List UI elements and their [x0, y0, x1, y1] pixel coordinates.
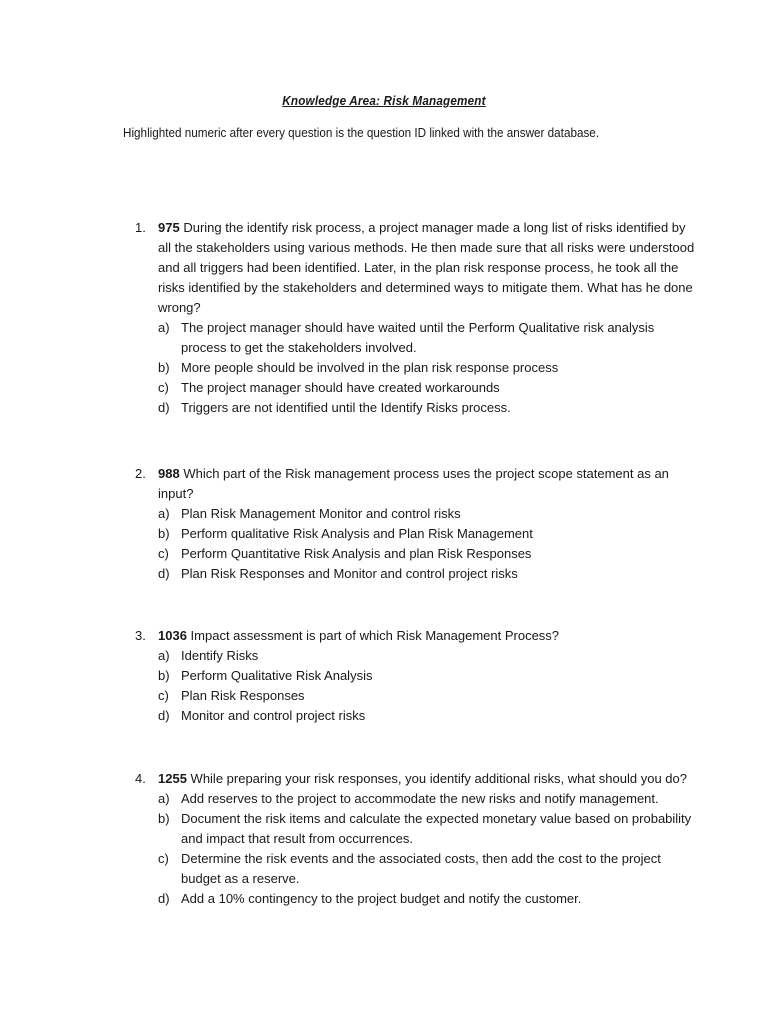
question-number: 1.: [135, 220, 146, 235]
question-id: 988: [158, 466, 180, 481]
option-letter: b): [158, 811, 170, 826]
option-item: [158, 889, 698, 909]
option-letter: c): [158, 380, 169, 395]
option-item: [158, 318, 698, 358]
option-text: Triggers are not identified until the Identify Risks process.: [181, 400, 511, 415]
option-item: [158, 398, 698, 418]
question-body: [158, 626, 698, 726]
question-body: [158, 218, 698, 418]
option-text: More people should be involved in the plan risk response process: [181, 360, 559, 375]
option-letter: c): [158, 688, 169, 703]
option-item: [158, 564, 698, 584]
question-number: 4.: [135, 771, 146, 786]
option-letter: b): [158, 360, 170, 375]
question-number: 2.: [135, 466, 146, 481]
option-letter: c): [158, 851, 169, 866]
question-body: [158, 769, 698, 909]
option-item: [158, 504, 698, 524]
option-text: The project manager should have created workarounds: [181, 380, 500, 395]
question-item: [135, 218, 695, 418]
question-id: 975: [158, 220, 180, 235]
option-letter: c): [158, 546, 169, 561]
option-letter: a): [158, 791, 170, 806]
option-text: Document the risk items and calculate the expected monetary value based on probability and impact that result from occurrences.: [181, 811, 692, 846]
option-text: Add reserves to the project to accommodate the new risks and notify management.: [181, 791, 659, 806]
document-title: Knowledge Area: Risk Management: [282, 93, 486, 108]
question-id: 1036: [158, 628, 187, 643]
question-id: 1255: [158, 771, 187, 786]
option-text: Monitor and control project risks: [181, 708, 366, 723]
option-list: [158, 504, 698, 584]
option-letter: a): [158, 320, 170, 335]
option-item: [158, 378, 698, 398]
question-text: Impact assessment is part of which Risk Management Process?: [190, 628, 560, 643]
question-body: [158, 464, 698, 584]
option-letter: b): [158, 526, 170, 541]
option-text: The project manager should have waited until the Perform Qualitative risk analysis process to get the stakeholders involved.: [181, 320, 655, 355]
option-letter: d): [158, 708, 170, 723]
option-list: [158, 789, 698, 909]
option-text: Plan Risk Responses: [181, 688, 305, 703]
option-text: Plan Risk Management Monitor and control risks: [181, 506, 461, 521]
question-list: [135, 218, 695, 955]
option-item: [158, 666, 698, 686]
option-item: [158, 358, 698, 378]
question-text: Which part of the Risk management process uses the project scope statement as an input?: [158, 466, 669, 501]
question-number: 3.: [135, 628, 146, 643]
option-letter: a): [158, 648, 170, 663]
option-text: Perform Qualitative Risk Analysis: [181, 668, 373, 683]
option-list: [158, 318, 698, 418]
option-item: [158, 849, 698, 889]
option-list: [158, 646, 698, 726]
option-item: [158, 809, 698, 849]
option-text: Plan Risk Responses and Monitor and control project risks: [181, 566, 518, 581]
option-letter: d): [158, 400, 170, 415]
option-item: [158, 544, 698, 564]
question-text: During the identify risk process, a project manager made a long list of risks identified by all the stakeholders using various methods. He then made sure that all risks were understood and all triggers had been identified. Later, in the plan risk response process, he took all the risks identified by the stakeholders and determined ways to mitigate them. What has he done wrong?: [158, 220, 695, 315]
option-item: [158, 706, 698, 726]
option-text: Determine the risk events and the associated costs, then add the cost to the project budget as a reserve.: [181, 851, 661, 886]
option-letter: b): [158, 668, 170, 683]
option-item: [158, 686, 698, 706]
option-text: Perform qualitative Risk Analysis and Plan Risk Management: [181, 526, 533, 541]
question-text: While preparing your risk responses, you identify additional risks, what should you do?: [190, 771, 687, 786]
option-letter: d): [158, 566, 170, 581]
question-item: [135, 464, 695, 584]
question-item: [135, 769, 695, 909]
intro-text: Highlighted numeric after every question is the question ID linked with the answer database.: [123, 125, 600, 140]
option-item: [158, 524, 698, 544]
option-item: [158, 789, 698, 809]
option-text: Perform Quantitative Risk Analysis and plan Risk Responses: [181, 546, 532, 561]
question-item: [135, 626, 695, 726]
option-text: Add a 10% contingency to the project budget and notify the customer.: [181, 891, 582, 906]
option-text: Identify Risks: [181, 648, 259, 663]
option-letter: a): [158, 506, 170, 521]
option-letter: d): [158, 891, 170, 906]
option-item: [158, 646, 698, 666]
